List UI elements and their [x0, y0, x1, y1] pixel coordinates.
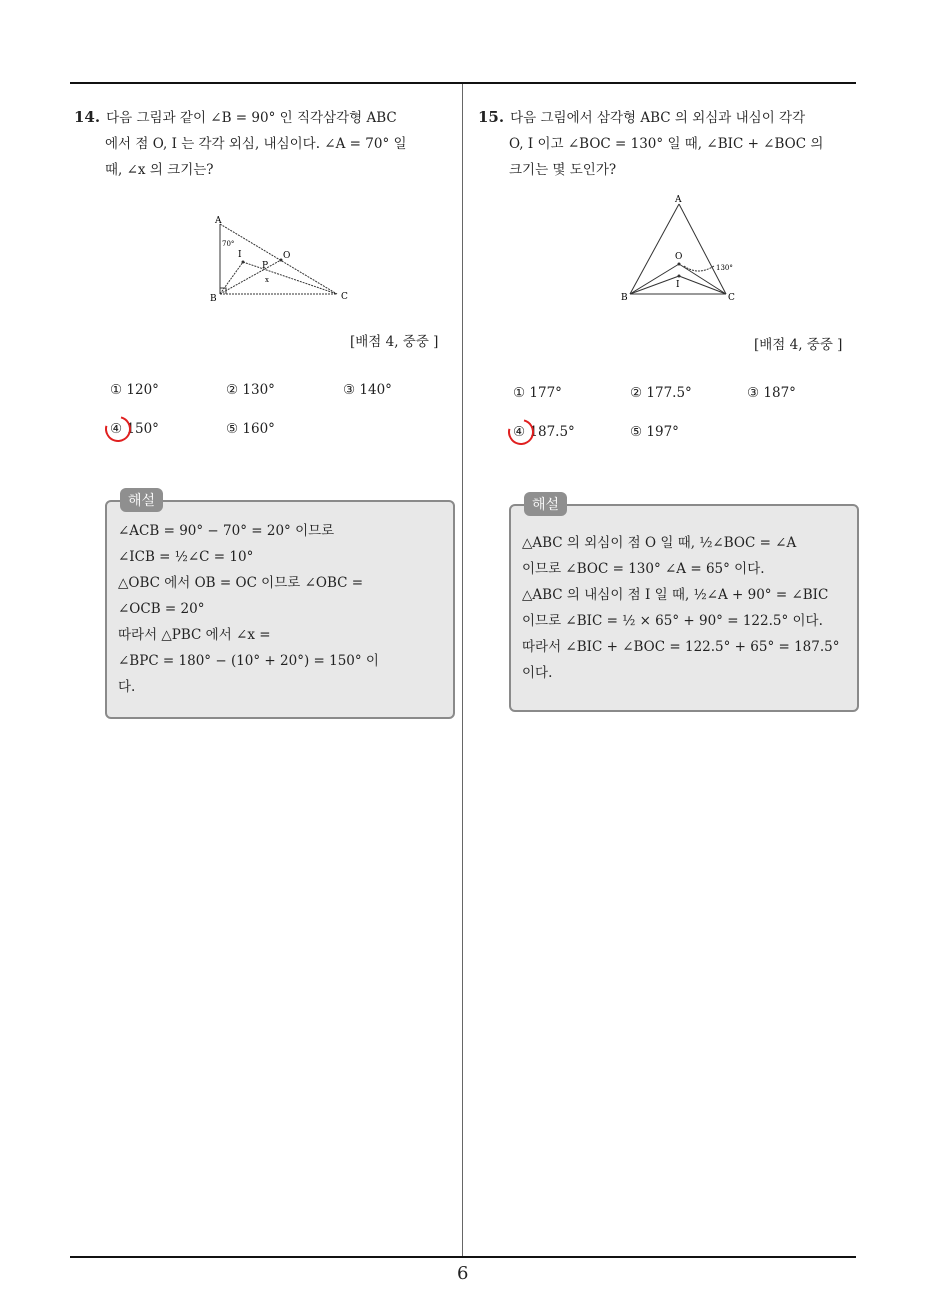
solution-line: 따라서 ∠BIC + ∠BOC = 122.5° + 65° = 187.5° [522, 639, 840, 655]
q14-option-5[interactable]: ⑤ 160° [226, 421, 275, 437]
question-14-text [74, 104, 458, 183]
question-line: 다음 그림과 같이 ∠B = 90° 인 직각삼각형 ABC [106, 110, 397, 126]
figure-label-C: C [341, 292, 348, 302]
figure-label-A: A [675, 195, 682, 205]
bottom-rule [70, 1256, 856, 1258]
question-number: 14. [74, 108, 101, 126]
figure-label-B: B [621, 293, 628, 303]
q14-solution-tag: 해설 [120, 488, 163, 512]
q15-solution-text [522, 530, 844, 686]
figure-label-C: C [728, 293, 735, 303]
question-line: 때, ∠x 의 크기는? [105, 162, 214, 178]
answer-mark-icon [503, 414, 539, 450]
q14-option-1[interactable]: ① 120° [110, 382, 159, 398]
figure-label-I: I [676, 280, 680, 290]
solution-line: ∠ICB = ½∠C = 10° [118, 549, 254, 565]
q14-option-3[interactable]: ③ 140° [343, 382, 392, 398]
column-divider [462, 84, 463, 1256]
q15-option-3[interactable]: ③ 187° [747, 385, 796, 401]
figure-label-x: x [265, 276, 269, 284]
q15-option-4[interactable]: ④ 187.5° [513, 424, 575, 440]
solution-line: 다. [118, 679, 136, 695]
solution-line: ∠ACB = 90° − 70° = 20° 이므로 [118, 523, 335, 539]
top-rule [70, 82, 856, 84]
figure-label-B: B [210, 294, 217, 304]
question-line: 에서 점 O, I 는 각각 외심, 내심이다. ∠A = 70° 일 [105, 136, 407, 152]
question-number: 15. [478, 108, 505, 126]
question-14-meta: [배점 4, 중중 ] [350, 334, 439, 350]
solution-line: 따라서 △PBC 에서 ∠x = [118, 627, 271, 643]
solution-line: 이므로 ∠BOC = 130° ∠A = 65° 이다. [522, 561, 765, 577]
question-15-text [478, 104, 862, 183]
figure-label-O: O [283, 251, 291, 261]
solution-line: 이다. [522, 665, 553, 681]
question-line: 크기는 몇 도인가? [509, 162, 617, 178]
q15-option-1[interactable]: ① 177° [513, 385, 562, 401]
q15-option-2[interactable]: ② 177.5° [630, 385, 692, 401]
solution-line: 이므로 ∠BIC = ½ × 65° + 90° = 122.5° 이다. [522, 613, 823, 629]
page-number: 6 [457, 1263, 469, 1284]
solution-line: ∠BPC = 180° − (10° + 20°) = 150° 이 [118, 653, 379, 669]
figure-label-I: I [238, 250, 242, 260]
question-15-figure [618, 190, 748, 305]
solution-line: ∠OCB = 20° [118, 601, 205, 617]
question-line: O, I 이고 ∠BOC = 130° 일 때, ∠BIC + ∠BOC 의 [509, 136, 824, 152]
figure-label-A: A [215, 216, 222, 226]
figure-angle-label: 70° [222, 240, 235, 248]
solution-line: △ABC 의 외심이 점 O 일 때, ½∠BOC = ∠A [522, 535, 797, 551]
answer-mark-icon [100, 411, 136, 447]
solution-line: △ABC 의 내심이 점 I 일 때, ½∠A + 90° = ∠BIC [522, 587, 829, 603]
question-14-figure [205, 212, 355, 307]
figure-angle-label: 130° [716, 264, 733, 272]
figure-label-P: P [262, 261, 269, 271]
q15-option-5[interactable]: ⑤ 197° [630, 424, 679, 440]
q14-solution-text [118, 518, 440, 700]
question-15-meta: [배점 4, 중중 ] [754, 337, 843, 353]
q15-solution-tag: 해설 [524, 492, 567, 516]
question-line: 다음 그림에서 삼각형 ABC 의 외심과 내심이 각각 [510, 110, 806, 126]
q14-option-2[interactable]: ② 130° [226, 382, 275, 398]
q14-option-4[interactable]: ④ 150° [110, 421, 159, 437]
solution-line: △OBC 에서 OB = OC 이므로 ∠OBC = [118, 575, 364, 591]
figure-label-O: O [675, 252, 683, 262]
